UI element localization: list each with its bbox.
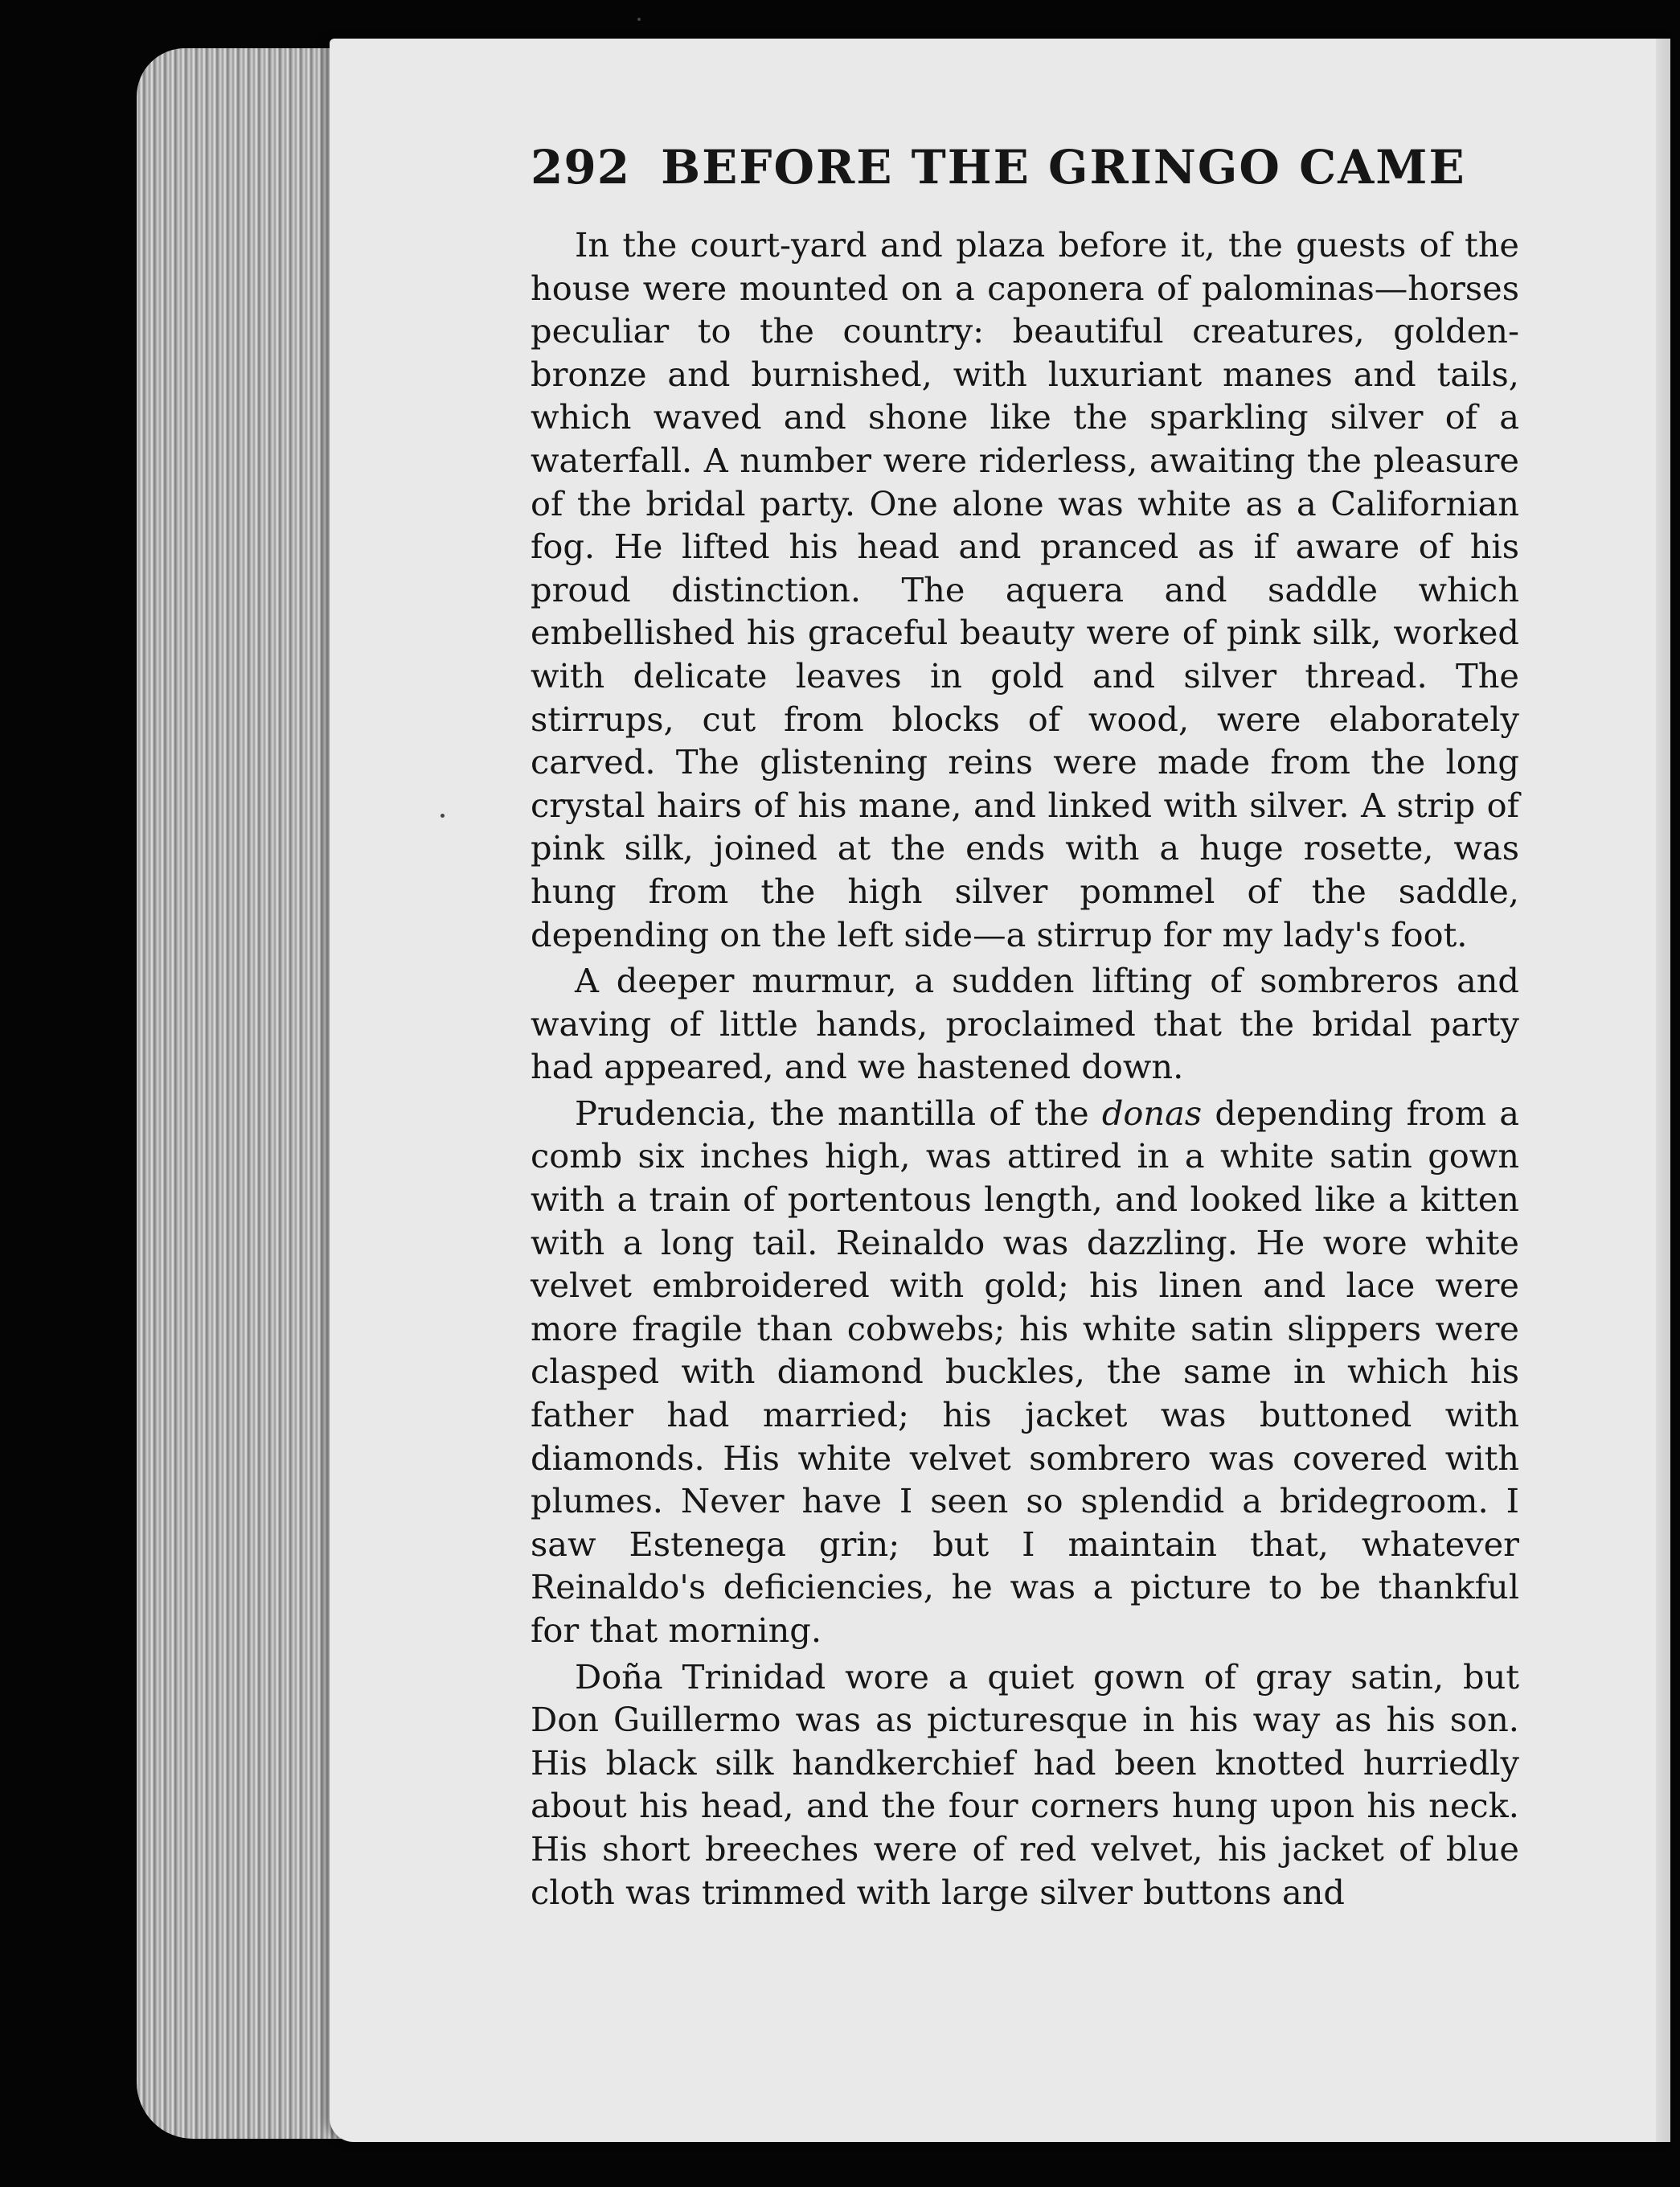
page-number: 292 [531, 140, 631, 195]
italic-word-donas: donas [1101, 1093, 1203, 1133]
body-text [531, 224, 1519, 1914]
book-page-edges [137, 48, 346, 2139]
paragraph-murmur: A deeper murmur, a sudden lifting of sombreros and waving of little hands, proclaimed that the bridal party had appeared, and we hastened down. [531, 961, 1519, 1087]
book-title-header: BEFORE THE GRINGO CAME [661, 140, 1466, 195]
scan-speck [440, 814, 445, 818]
page-text-block [531, 135, 1519, 1914]
paragraph-prudencia [531, 1092, 1519, 1652]
paragraph-prudencia-rest: depending from a comb six inches high, was attired in a white satin gown with a train of portentous length, and looked like a kitten with a long tail. Reinaldo was dazzling. He wore white velvet embroidered with gold; his linen and lace were more fragile than cobwebs; his white satin slippers were clasped with diamond buckles, the same in which his father had married; his jacket was buttoned with diamonds. His white velvet sombrero was covered with plumes. Never have I seen so splendid a bridegroom. I saw Estenega grin; but I maintain that, whatever Reinaldo's deficiencies, he was a picture to be thankful for that morning. [531, 1093, 1519, 1650]
paragraph-dona-trinidad: Doña Trinidad wore a quiet gown of gray satin, but Don Guillermo was as picturesque in his way as his son. His black silk handkerchief had been knotted hurriedly about his head, and the four corners hung upon his neck. His short breeches were of red velvet, his jacket of blue cloth was trimmed with large silver buttons and [531, 1656, 1519, 1912]
paragraph-courtyard: In the court-yard and plaza before it, the guests of the house were mounted on a caponera of palominas—horses peculiar to the country: beautiful creatures, golden-bronze and burnished, with luxuriant manes and tails, which waved and shone like the sparkling silver of a waterfall. A number were riderless, awaiting the pleasure of the bridal party. One alone was white as a Californian fog. He lifted his head and pranced as if aware of his proud distinction. The aquera and saddle which embellished his graceful beauty were of pink silk, worked with delicate leaves in gold and silver thread. The stirrups, cut from blocks of wood, were elaborately carved. The glistening reins were made from the long crystal hairs of his mane, and linked with silver. A strip of pink silk, joined at the ends with a huge rosette, was hung from the high silver pommel of the saddle, depending on the left side—a stirrup for my lady's foot. [531, 225, 1519, 954]
scan-speck [637, 18, 641, 21]
page-right-edge [1656, 39, 1670, 2142]
running-head [531, 135, 1519, 199]
paragraph-prudencia-start: Prudencia, the mantilla of the [575, 1093, 1102, 1133]
